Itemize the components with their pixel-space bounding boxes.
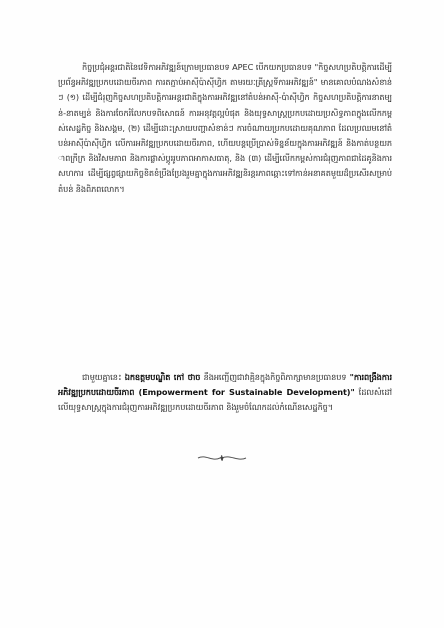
paragraph-2-prefix: ជាមួយគ្នានេះ <box>82 372 122 382</box>
paragraph-2-middle: នឹងអញ្ជើញជាវាគ្មិនក្នុងកិច្ចពិភាក្សាមានប្រធានបទ <box>203 372 347 382</box>
paragraph-1 <box>58 60 392 480</box>
paragraph-2-suffix: ដែលសំដៅលើយុទ្ធសាស្ត្រក្នុងការជំរុញការអភិវឌ្ឍប្រកបដោយចីរភាព និងរួមចំណែកដល់កំណើនសេដ្ឋកិច្ច។ <box>58 387 392 413</box>
speaker-name-highlight: ឯកឧត្តមបណ្ឌិត កៅ ថាច <box>124 372 201 382</box>
paragraph-1-text: កិច្ចប្រជុំអន្តរជាតិនៃវេទិកាអភិវឌ្ឍន៍ក្រោមប្រធានបទ APEC បើកយកប្រធានបទ "កិច្ចសហប្រតិបត្តិការដើម្បីប្រព័ន្ធអភិវឌ្ឍប្រកបដោយចីរភាព ការតភ្ជាប់អាស៊ីប៉ាស៊ីហ្វិក តាមរយៈត្រីស្ត្រទីការអភិវឌ្ឍន៍" មានគោលបំណងសំខាន់ៗ (១) ដើម្បីជំរុញកិច្ចសហប្រតិបត្តិការអន្តរជាតិក្នុងការអភិវឌ្ឍនៅតំបន់អាស៊ី-ប៉ាស៊ីហ្វិក កិច្ចសហប្រតិបត្តិការនាតម្បន់-នាតម្បន់ និងការចែករំលែកបទពិសោធន៍ ការអនុវត្តល្អបំផុត និងយុទ្ធសាស្ត្រប្រកបដោយប្រសិទ្ធភាពក្នុងលើកកម្ពស់សេដ្ឋកិច្ច និងសង្គម, (២) ដើម្បីដោះស្រាយបញ្ហាសំខាន់ៗ ការចំណាយប្រកបដោយគុណភាព ដែលប្រឈមនៅតំបន់អាស៊ីប៉ាស៊ីហ្វិក លើការអភិវឌ្ឍប្រកបដោយចីរភាព, ហើយបន្តប្រើប្រាស់ទិន្នន័យក្នុងការអភិវឌ្ឍន៍ និងកាត់បន្ថយភាពក្រីក្រ និងវិសមភាព និងការផ្លាស់ប្តូររូបភាពអាកាសធាតុ, និង (៣) ដើម្បីលើកកម្ពស់ការជំរុញភាពជាដៃគូនិងការសហការ ដើម្បីផ្សព្វផ្សាយកិច្ចខិតខំប្រឹងប្រែងរួមគ្នាក្នុងការអភិវឌ្ឍនិរន្តរភាពឆ្ពោះទៅកាន់អនាគតមួយដ៏ប្រសើរសម្រាប់តំបន់ និងពិភពលោក។ <box>58 62 392 194</box>
session-title-quote: "ការពង្រឹងការអភិវឌ្ឍប្រកបដោយចីរភាព (Empowerment for Sustainable Development)" <box>58 372 392 398</box>
paragraph-2 <box>58 370 392 416</box>
divider-ornament-icon <box>196 453 248 463</box>
